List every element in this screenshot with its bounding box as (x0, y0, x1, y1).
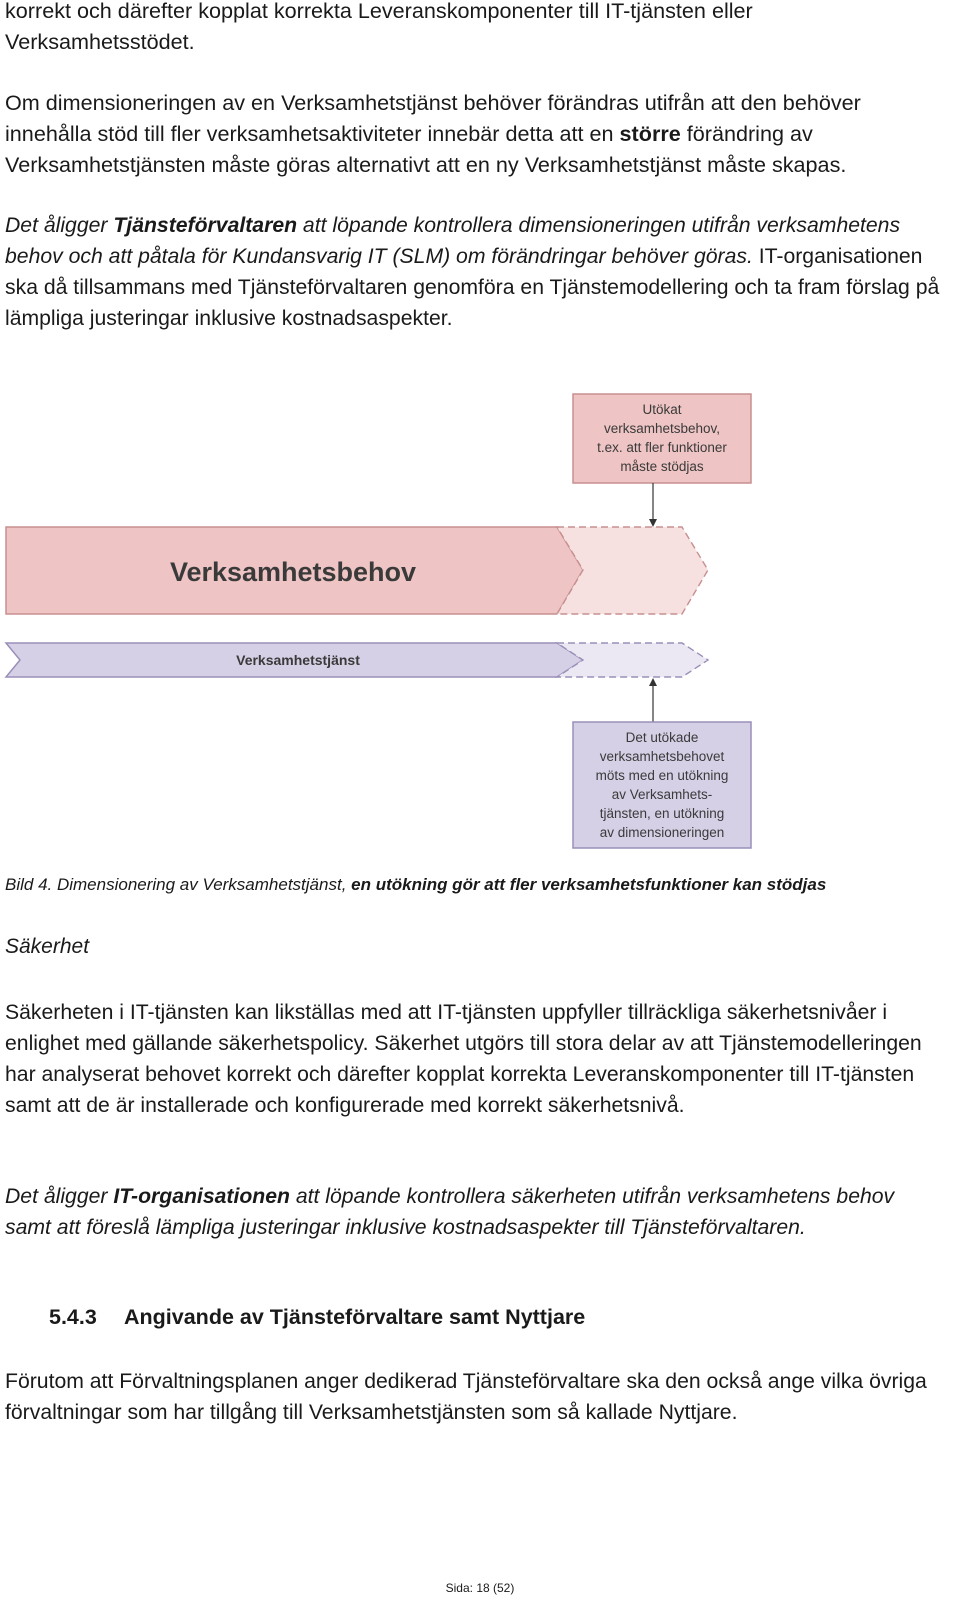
bottom-box-line: tjänsten, en utökning (599, 806, 725, 821)
caption-emphasis: en utökning gör att fler verksamhetsfunktioner kan stödjas (351, 875, 827, 894)
bottom-box-line: möts med en utökning (595, 768, 729, 783)
text-run: att löpande kontrollera säkerheten utifrån verksamhetens behov samt att föreslå lämpliga justeringar inklusive kostnadsaspekter till Tjänsteförvaltaren. (5, 1185, 895, 1239)
paragraph-continuation (5, 0, 945, 57)
top-box-line: verksamhetsbehov, (603, 421, 721, 436)
emphasis: IT-organisationen (113, 1185, 290, 1208)
emphasis: Tjänsteförvaltaren (113, 214, 298, 237)
bottom-box-line: av Verksamhets- (611, 787, 713, 802)
section-title: Säkerhet (5, 935, 90, 958)
business-need-label: Verksamhetsbehov (169, 557, 417, 587)
bottom-box-line: verksamhetsbehovet (599, 749, 725, 764)
page-number: Sida: 18 (52) (445, 1581, 515, 1595)
arrowhead-icon (649, 678, 657, 686)
top-box-line: Utökat (642, 402, 682, 417)
dimensioning-diagram (0, 385, 960, 855)
text-line: korrekt och därefter kopplat korrekta Leveranskomponenter till IT-tjänsten eller (5, 0, 753, 23)
text-run: Det åligger (5, 1185, 114, 1208)
top-box-line: måste stödjas (620, 459, 704, 474)
business-service-label: Verksamhetstjänst (236, 652, 360, 668)
paragraph-service-owner (5, 210, 945, 334)
heading-number: 5.4.3 (49, 1305, 97, 1329)
bottom-box-line: Det utökade (625, 730, 699, 745)
text-run: Om dimensioneringen av en Verksamhetstjänst behöver förändras utifrån att den behöver innehålla stöd till fler verksamhetsaktiviteter innebär detta att en (5, 90, 861, 146)
text-run: förändring av Verksamhetstjänsten måste göras alternativt att en ny Verksamhetstjänst måste skapas. (5, 121, 847, 177)
subsection-heading (49, 1305, 585, 1330)
heading-title: Angivande av Tjänsteförvaltare samt Nyttjare (124, 1305, 586, 1329)
text-line: Verksamhetsstödet. (5, 29, 195, 54)
figure-caption (5, 873, 826, 897)
top-box-line: t.ex. att fler funktioner (597, 440, 727, 455)
emphasis: större (619, 121, 681, 146)
text-run: att löpande kontrollera dimensioneringen utifrån verksamhetens behov och att påtala för Kundansvarig IT (SLM) om förändringar behöver göras. (5, 214, 901, 268)
arrowhead-icon (649, 519, 657, 527)
bottom-box-line: av dimensioneringen (599, 825, 725, 840)
caption-text: Bild 4. Dimensionering av Verksamhetstjänst, (5, 875, 352, 894)
paragraph-security: Säkerheten i IT-tjänsten kan likställas med att IT-tjänsten uppfyller tillräckliga säkerhetsnivåer i enlighet med gällande säkerhetspolicy. Säkerhet utgörs till stora delar av att Tjänstemodelleringen har analyserat behovet korrekt och därefter kopplat korrekta Leveranskomponenter till IT-tjänsten samt att de är installerade och konfigurerade med korrekt säkerhetsnivå. (5, 1001, 922, 1117)
paragraph-dimensioning (5, 87, 945, 180)
paragraph-users: Förutom att Förvaltningsplanen anger dedikerad Tjänsteförvaltare ska den också ange vilka övriga förvaltningar som har tillgång till Verksamhetstjänsten som så kallade Nyttjare. (5, 1370, 927, 1424)
text-run: Det åligger (5, 214, 114, 237)
paragraph-security-owner (5, 1181, 945, 1243)
text-run: IT-organisationen ska då tillsammans med Tjänsteförvaltaren genomföra en Tjänstemodellering och ta fram förslag på lämpliga justeringar inklusive kostnadsaspekter. (5, 245, 940, 330)
